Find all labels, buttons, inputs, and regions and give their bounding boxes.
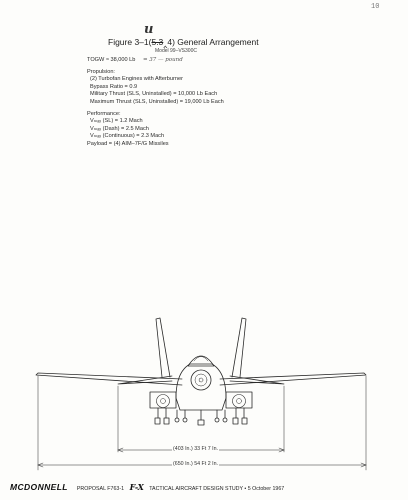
left-main-gear — [158, 408, 166, 418]
study-title: TACTICAL AIRCRAFT DESIGN STUDY • 5 October 1967 — [149, 486, 285, 492]
fuselage — [176, 364, 226, 410]
figure-title-rest: General Arrangement — [174, 37, 259, 47]
figure-title-close: 4) — [167, 37, 175, 47]
propulsion-line: Bypass Ratio = 0.9 — [90, 83, 138, 90]
fx-logo: F-X — [129, 482, 144, 492]
performance-line: Vₘₐₓ (SL) = 1.2 Mach — [90, 118, 143, 125]
propulsion-line: (2) Turbofan Engines with Afterburner — [90, 76, 183, 83]
handwritten-correction: u — [144, 22, 154, 37]
missile — [223, 418, 227, 422]
figure-title-struck: 5.3 — [151, 37, 164, 47]
right-wing — [220, 373, 366, 385]
propulsion-line: Military Thrust (SLS, Uninstalled) = 10,000 Lb Each — [90, 91, 218, 98]
togw-handwritten-note: = 37 — pound — [142, 57, 183, 63]
swept-span-label: (403 In.) 33 Ft 7 In. — [173, 446, 219, 452]
left-wing — [36, 373, 182, 385]
full-span-label: (650 In.) 54 Ft 2 In. — [173, 461, 219, 467]
page-footer — [10, 482, 284, 492]
proposal-number: PROPOSAL F763-1 — [76, 486, 125, 492]
missile — [183, 418, 187, 422]
nose-radome — [191, 370, 211, 390]
performance-label: Performance: — [87, 110, 121, 117]
propulsion-label: Propulsion: — [87, 68, 115, 75]
missile — [215, 418, 219, 422]
payload-line: Payload = (4) AIM–7F/G Missiles — [87, 140, 169, 147]
left-vertical-tail — [156, 318, 170, 377]
propulsion-line: Maximum Thrust (SLS, Uninstalled) = 19,000 Lb Each — [90, 98, 224, 105]
right-main-gear — [236, 408, 244, 418]
performance-line: Vₘₐₓ (Dash) = 2.5 Mach — [90, 125, 149, 132]
model-number: Model 99–VS300C — [155, 48, 197, 54]
mcdonnell-logo: MCDONNELL — [10, 482, 68, 492]
performance-line: Vₘₐₓ (Continuous) = 2.3 Mach — [90, 133, 165, 140]
caret-mark: ‸ — [163, 34, 168, 48]
right-vertical-tail — [232, 318, 246, 377]
togw-text: TOGW ≈ 38,000 Lb — [87, 57, 136, 63]
missile — [175, 418, 179, 422]
canopy — [188, 356, 214, 366]
figure-title-prefix: Figure 3–1( — [108, 37, 152, 47]
page-number: 10 — [371, 3, 380, 11]
